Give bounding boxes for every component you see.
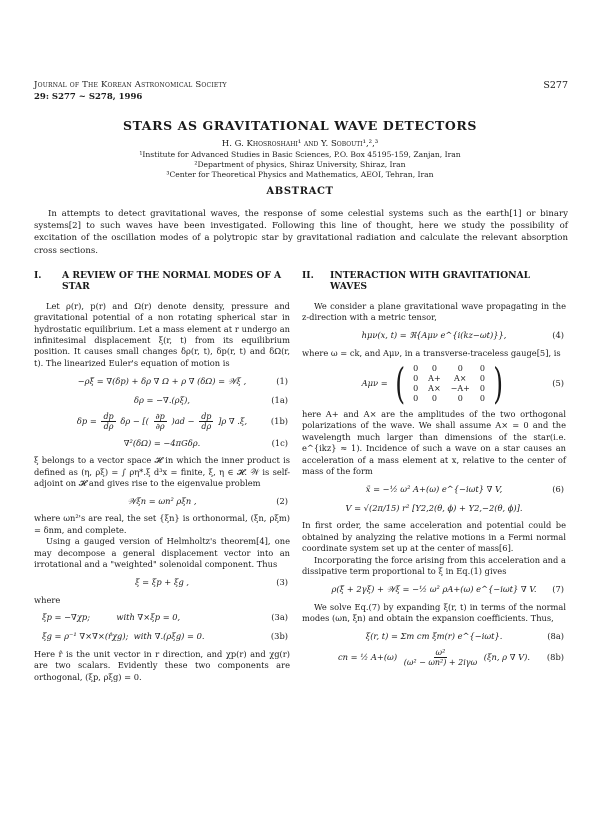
right-column [302,270,566,672]
paragraph: Using a gauged version of Helmholtz's theorem[4], one may decompose a general displacement vector into an irrotational and a "weighted" solenoidal component. Thus [34,536,290,570]
equation-body: V = √(2π/15) r² [Y2,2(θ, ϕ) + Y2,−2(θ, ϕ)]. [345,502,523,513]
fraction-denominator: (ω² − ωn²) + 2iγω [403,658,478,668]
paragraph: where ωn²'s are real, the set {ξn} is orthonormal, (ξn, ρξm) = δnm, and complete. [34,513,290,535]
left-paren: ( [394,359,405,409]
equation-body: Aμν = [361,378,388,389]
equation-part: δp = [76,416,97,427]
left-column [34,270,290,683]
fraction: $\frac{dp}{d\rho}$ [201,412,212,432]
matrix-cell: 0 [457,364,463,374]
section-1-title: A REVIEW OF THE NORMAL MODES OF A STAR [62,270,282,293]
journal-prefix: Journal of [34,80,80,90]
equation-tag: (8b) [546,652,564,663]
paragraph: where ω = ck, and Aμν, in a transverse-traceless gauge[5], is [302,347,561,358]
equation-body: hμν(x, t) = ℜ{Aμν e^{i(kz−ωt)}}, [361,329,507,340]
journal-title: The Korean Astronomical Society [82,80,227,90]
page-number: S277 [543,80,568,91]
equation-tag: (1c) [271,437,288,448]
section-2-number: II. [302,270,314,281]
matrix-cell: 0 [413,374,419,384]
equation-body: ξg = ρ⁻¹ ∇×∇×(r̂χg); with ∇.(ρξg) = 0. [42,631,205,642]
equation-body: ρ(ξ̈ + 2γξ̇) + 𝒲ξ = −½ ω² ρA+(ω) e^{−iωt} ∇ V. [331,583,537,594]
equation-3a [34,611,290,625]
matrix-cell: 0 [413,364,419,374]
equation-1 [34,374,290,388]
matrix-cell: 0 [479,394,485,404]
volume-line: 29: S277 ~ S278, 1996 [34,92,143,102]
equation-tag: (6) [552,483,564,494]
matrix-table [408,364,490,404]
affiliation-3: ³Center for Theoretical Physics and Mathematics, AEOI, Tehran, Iran [166,170,434,179]
equation-tag: (2) [276,495,288,506]
section-1-number: I. [34,270,42,281]
matrix-cell: 0 [413,384,419,394]
journal-name [34,80,227,90]
fraction [402,648,479,667]
matrix-cell: 0 [431,394,437,404]
paragraph: Incorporating the force arising from this acceleration and a dissipative term proportional to ξ̇ in Eq.(1) gives [302,554,566,577]
equation-tag: (1) [276,375,288,386]
matrix [392,359,507,409]
equation-3b [34,630,290,644]
fraction-numerator: ω² [435,648,446,658]
matrix-cell: −A+ [450,384,470,394]
equation-body [77,412,247,431]
equation-tag: (1a) [271,394,288,405]
equation-body [338,648,530,667]
matrix-cell: A+ [428,374,441,384]
equation-1b [34,412,290,431]
equation-body: 𝒲ξn = ωn² ρξn , [127,495,197,506]
matrix-cell: 0 [479,374,485,384]
equation-6b [302,501,566,515]
equation-body: ∇²(δΩ) = −4πGδρ. [123,437,201,448]
equation-1a [34,393,290,407]
equation-6 [302,482,566,496]
equation-8b [302,648,566,667]
paragraph: In first order, the same acceleration and potential could be obtained by analyzing the relative motions in a Fermi normal coordinate system set up at the center of mass[6]. [302,520,566,554]
matrix-cell: 0 [479,364,485,374]
equation-8a [302,629,566,643]
paragraph: where [34,594,61,605]
matrix-cell: 0 [431,364,437,374]
equation-tag: (3) [276,576,288,587]
equation-5 [302,359,566,409]
equation-tag: (4) [552,329,564,340]
equation-2 [34,494,290,508]
paragraph: We solve Eq.(7) by expanding ξ(r, t) in terms of the normal modes (ωn, ξn) and obtain the expansion coefficients. Thus, [302,601,566,623]
equation-part: δρ − [( [120,416,149,427]
equation-tag: (3b) [270,631,288,642]
equation-tag: (1b) [270,416,288,427]
equation-part: ]ρ ∇ .ξ, [218,416,248,427]
equation-tag: (8a) [547,630,564,641]
equation-body: −ρξ̈ = ∇(δp) + δρ ∇ Ω + ρ ∇ (δΩ) = 𝒲ξ , [77,375,247,386]
authors: H. G. Khosroshahi¹ and Y. Sobouti¹,²,³ [221,139,379,149]
equation-part: )ad − [171,416,195,427]
equation-part: (ξn, ρ ∇ V). [483,652,530,663]
section-1-heading [34,270,290,293]
section-2-title: INTERACTION WITH GRAVITATIONAL WAVES [330,270,531,293]
fraction: $\frac{\partial p}{\partial\rho}$ [155,412,165,432]
equation-body: δρ = −∇.(ρξ), [133,394,191,405]
equation-body: ξ = ξp + ξg , [134,576,190,587]
abstract-heading: ABSTRACT [266,186,334,197]
matrix-cell: A× [428,384,441,394]
matrix-cell: 0 [479,384,485,394]
equation-body: ξp = −∇χp; with ∇×ξp = 0, [42,612,181,623]
equation-tag: (5) [552,378,564,389]
equation-body: ξ(r, t) = Σm cm ξm(r) e^{−iωt}. [365,630,503,641]
abstract-text: In attempts to detect gravitational waves, the response of some celestial systems such as the earth[1] or binary systems[2] to such waves have been investigated. Following this line of thought, here we study the possibility of excitation of the oscillation modes of a polytropic star by gravitational radiation and calculate the relevant absorption cross sections. [34,209,568,256]
matrix-cell: 0 [413,394,419,404]
equation-4 [302,329,566,343]
right-paren: ) [493,359,504,409]
section-2-heading [302,270,566,293]
equation-tag: (3a) [271,612,288,623]
paragraph: Let ρ(r), p(r) and Ω(r) denote density, pressure and gravitational potential of a non rotating spherical star in hydrostatic equilibrium. Let a mass element at r undergo an infinitesimal displacement ξ(r, t) from its equilibrium position. It causes small changes δρ(r, t), δp(r, t) and δΩ(r, t). The linearized Euler's equation of motion is [34,300,290,368]
matrix-cell: A× [454,374,467,384]
equation-body: ẍ = −½ ω² A+(ω) e^{−iωt} ∇ V, [365,483,503,494]
paragraph: Here r̂ is the unit vector in r direction, and χp(r) and χg(r) are two scalars. Evidently these two components are orthogonal, (ξp, ρξg) = 0. [34,648,290,682]
equation-7 [302,583,566,597]
paragraph: We consider a plane gravitational wave propagating in the z-direction with a metric tensor, [302,300,566,323]
equation-3 [34,576,290,590]
equation-1c [34,436,290,450]
affiliation-2: ²Department of physics, Shiraz University, Shiraz, Iran [194,160,406,169]
paragraph: here A+ and A× are the amplitudes of the two orthogonal polarizations of the wave. We shall assume A× = 0 and the wavelength much larger than dimensions of the star(i.e. e^{ikz} ≈ 1). Incidence of such a wave on a star causes an acceleration of a mass element at x, relative to the center of mass of the form [302,409,566,477]
paper-title: STARS AS GRAVITATIONAL WAVE DETECTORS [122,118,478,133]
equation-tag: (7) [552,583,564,594]
paragraph: ξ belongs to a vector space 𝓗 in which the inner product is defined as (η, ρξ) = ∫ ρη*.ξ d³x = finite, ξ, η ∈ 𝓗. 𝒲 is self-adjoint on 𝓗 and gives rise to the eigenvalue problem [34,455,290,489]
equation-part: cn = ½ A+(ω) [337,652,398,663]
affiliation-1: ¹Institute for Advanced Studies in Basic Sciences, P.O. Box 45195-159, Zanjan, Iran [139,150,461,159]
matrix-cell: 0 [457,394,463,404]
fraction: $\frac{dp}{d\rho}$ [103,412,114,432]
